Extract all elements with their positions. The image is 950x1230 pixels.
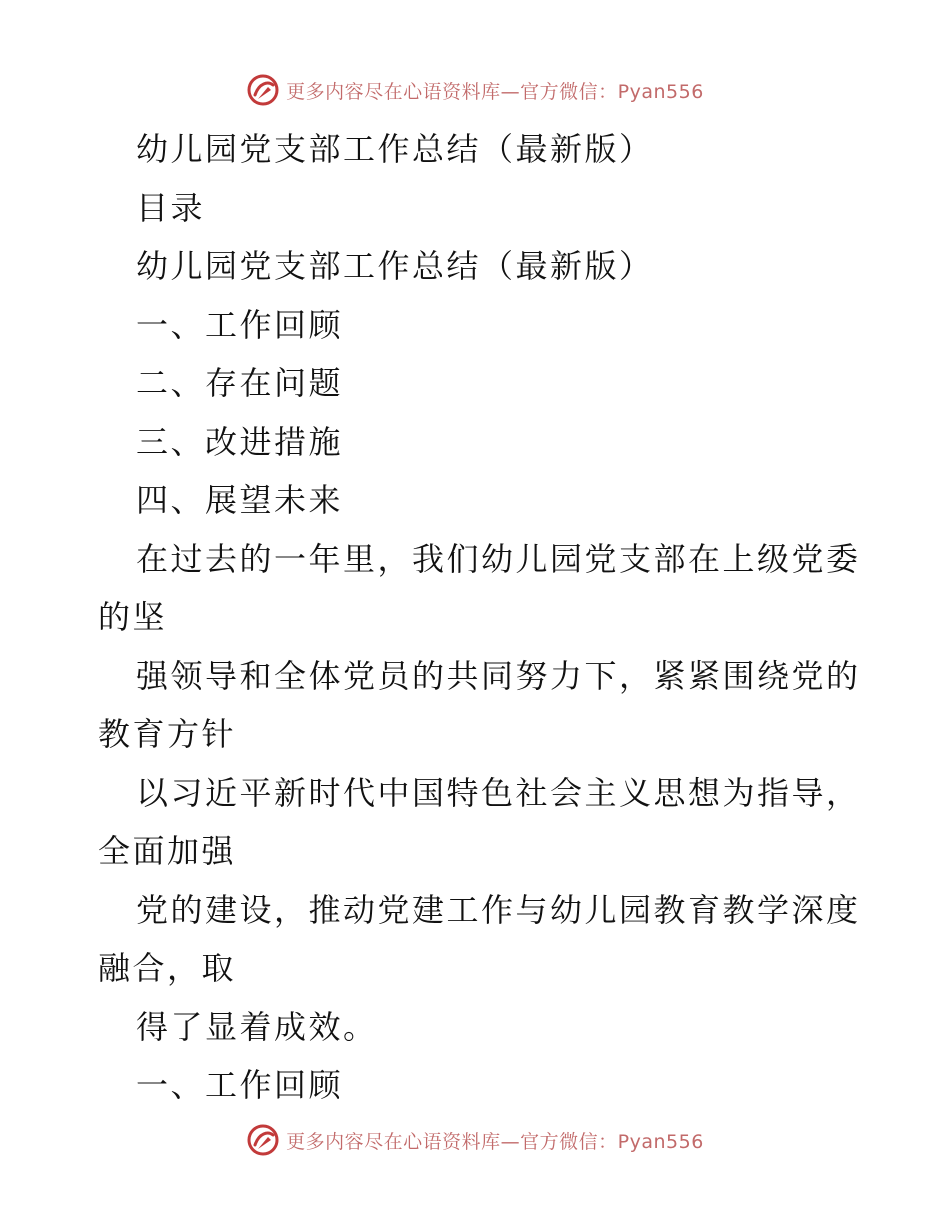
toc-item-title: 幼儿园党支部工作总结（最新版） xyxy=(136,247,654,285)
toc-item-outlook: 四、展望未来 xyxy=(136,481,344,519)
document-body xyxy=(98,120,861,1115)
toc-heading: 目录 xyxy=(136,188,206,227)
paragraph-line: 党的建设，推动党建工作与幼儿园教育教学深度 xyxy=(136,890,861,929)
banner-text: 更多内容尽在心语资料库—官方微信：Pyan556 xyxy=(286,1130,704,1153)
wechat-id: Pyan556 xyxy=(617,80,704,103)
swirl-logo-icon xyxy=(246,1123,280,1157)
paragraph-line: 融合，取 xyxy=(98,949,237,987)
section-heading-review: 一、工作回顾 xyxy=(136,1066,344,1104)
toc-item-improvements: 三、改进措施 xyxy=(136,422,344,461)
paragraph-line: 的坚 xyxy=(98,598,168,636)
paragraph-line: 强领导和全体党员的共同努力下，紧紧围绕党的 xyxy=(136,656,861,695)
paragraph-line: 在过去的一年里，我们幼儿园党支部在上级党委 xyxy=(136,539,861,578)
document-title: 幼儿园党支部工作总结（最新版） xyxy=(136,130,654,168)
toc-item-review: 一、工作回顾 xyxy=(136,305,344,344)
paragraph-line: 教育方针 xyxy=(98,715,237,753)
paragraph-line: 得了显着成效。 xyxy=(136,1007,378,1046)
banner-text: 更多内容尽在心语资料库—官方微信：Pyan556 xyxy=(286,80,704,103)
paragraph-line: 以习近平新时代中国特色社会主义思想为指导， xyxy=(136,773,861,812)
paragraph-line: 全面加强 xyxy=(98,832,237,870)
header-watermark-banner xyxy=(0,70,950,110)
footer-watermark-banner xyxy=(0,1120,950,1160)
toc-item-problems: 二、存在问题 xyxy=(136,364,344,402)
swirl-logo-icon xyxy=(246,73,280,107)
wechat-id: Pyan556 xyxy=(617,1130,704,1153)
